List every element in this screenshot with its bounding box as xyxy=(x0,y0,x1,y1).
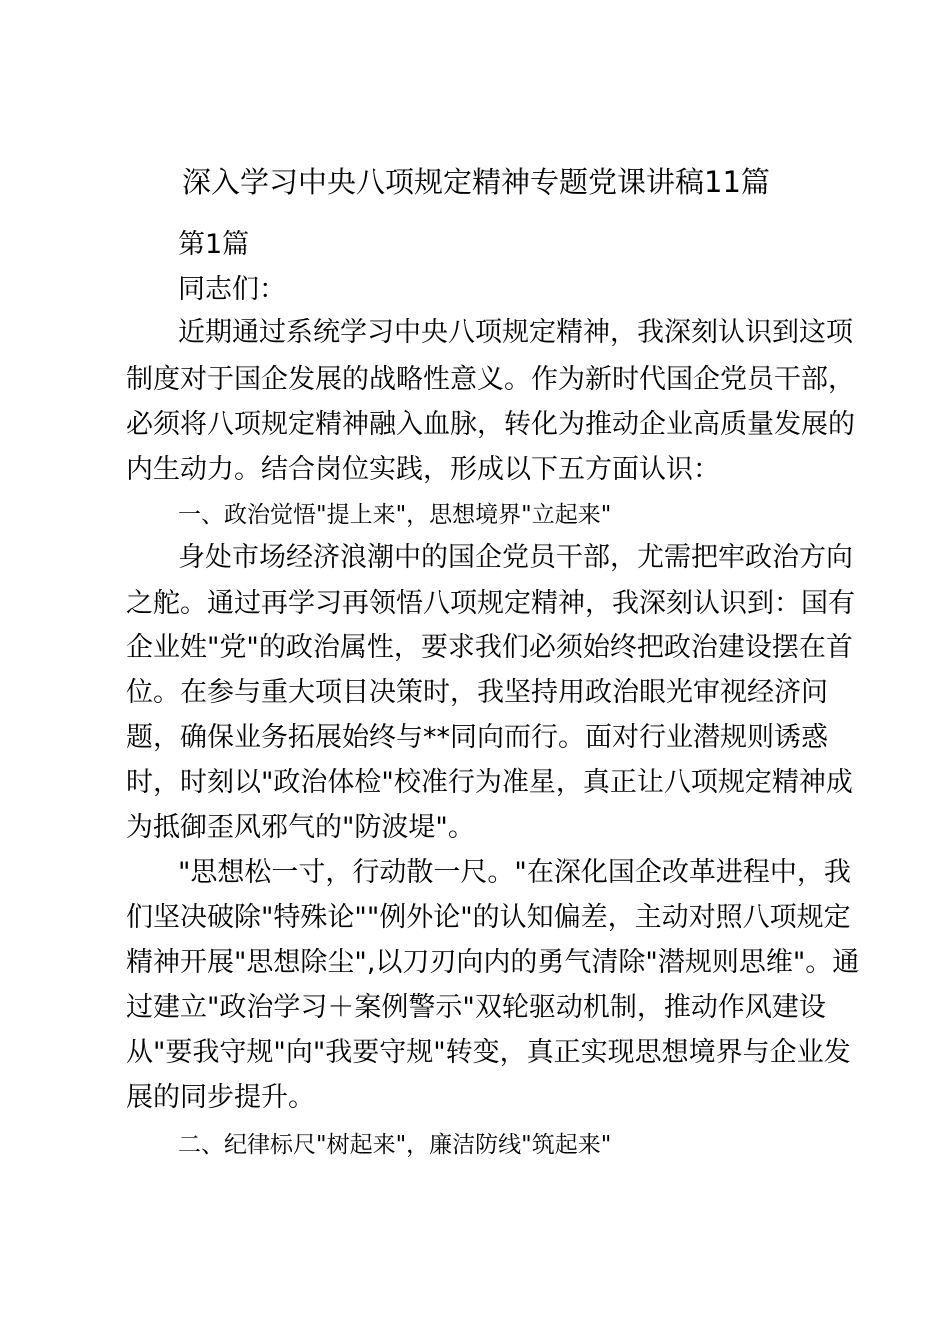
section-heading-1: 一、政治觉悟"提上来"，思想境界"立起来" xyxy=(178,502,612,528)
paragraph-line: 过建立"政治学习＋案例警示"双轮驱动机制，推动作风建设 xyxy=(126,992,826,1023)
greeting: 同志们： xyxy=(178,274,286,305)
document-title: 深入学习中央八项规定精神专题党课讲稿11篇 xyxy=(182,165,770,199)
paragraph-line: 制度对于国企发展的战略性意义。作为新时代国企党员干部， xyxy=(126,364,855,395)
paragraph-line: 企业姓"党"的政治属性，要求我们必须始终把政治建设摆在首 xyxy=(126,632,853,663)
chapter-label: 第1篇 xyxy=(178,229,250,260)
paragraph-line: 们坚决破除"特殊论""例外论"的认知偏差，主动对照八项规定 xyxy=(126,902,851,933)
paragraph-line: 位。在参与重大项目决策时，我坚持用政治眼光审视经济问 xyxy=(126,677,828,708)
paragraph-line: "思想松一寸，行动散一尺。"在深化国企改革进程中，我 xyxy=(178,857,851,888)
section-heading-2: 二、纪律标尺"树起来"，廉洁防线"筑起来" xyxy=(178,1132,612,1158)
paragraph-line: 从"要我守规"向"我要守规"转变，真正实现思想境界与企业发 xyxy=(126,1037,851,1068)
paragraph-line: 题，确保业务拓展始终与**同向而行。面对行业潜规则诱惑 xyxy=(126,722,828,753)
paragraph-line: 时，时刻以"政治体检"校准行为准星，真正让八项规定精神成 xyxy=(126,767,853,798)
paragraph-line: 之舵。通过再学习再领悟八项规定精神，我深刻认识到：国有 xyxy=(126,588,855,619)
paragraph-line: 为抵御歪风邪气的"防波堤"。 xyxy=(126,812,475,843)
paragraph-line: 展的同步提升。 xyxy=(126,1082,315,1113)
paragraph-line: 精神开展"思想除尘",以刀刃向内的勇气清除"潜规则思维"。通 xyxy=(126,947,860,978)
paragraph-line: 内生动力。结合岗位实践，形成以下五方面认识： xyxy=(126,454,720,485)
paragraph-line: 近期通过系统学习中央八项规定精神，我深刻认识到这项 xyxy=(178,317,853,348)
paragraph-line: 必须将八项规定精神融入血脉，转化为推动企业高质量发展的 xyxy=(126,409,855,440)
paragraph-line: 身处市场经济浪潮中的国企党员干部，尤需把牢政治方向 xyxy=(178,542,853,573)
